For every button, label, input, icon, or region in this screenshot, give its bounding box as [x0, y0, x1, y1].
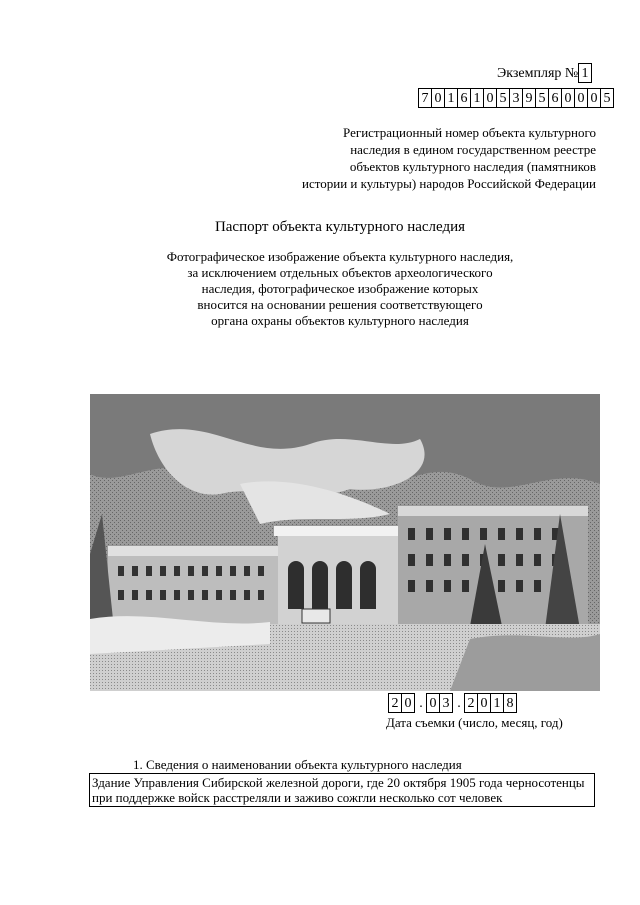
registration-caption-line: объектов культурного наследия (памятников	[349, 159, 596, 174]
date-year-digit: 8	[503, 693, 517, 713]
registration-caption-line: наследия в едином государственном реестре	[350, 142, 596, 157]
date-day-digit: 0	[401, 693, 415, 713]
reg-digit: 0	[483, 88, 497, 108]
reg-digit: 5	[535, 88, 549, 108]
date-month-digit: 3	[439, 693, 453, 713]
copy-number-box	[578, 63, 592, 83]
date-year-digit: 0	[477, 693, 491, 713]
photo-caption-line: за исключением отдельных объектов археологического	[187, 265, 493, 280]
copy-number-label: Экземпляр №	[497, 66, 579, 81]
date-day-digit: 2	[388, 693, 402, 713]
building-photograph	[90, 394, 600, 691]
reg-digit: 1	[444, 88, 458, 108]
reg-digit: 0	[431, 88, 445, 108]
registration-caption-line: истории и культуры) народов Российской Федерации	[302, 176, 596, 191]
reg-digit: 0	[574, 88, 588, 108]
photo-caption-line: наследия, фотографическое изображение которых	[201, 281, 479, 296]
object-name-line: при поддержке войск расстреляли и заживо сожгли несколько сот человек	[92, 790, 503, 805]
registration-caption	[256, 124, 596, 192]
reg-digit: 7	[418, 88, 432, 108]
photo-date-label: Дата съемки (число, месяц, год)	[386, 715, 563, 730]
photo-caption-line: вносится на основании решения соответствующего	[197, 297, 483, 312]
reg-digit: 0	[561, 88, 575, 108]
date-separator: .	[419, 696, 423, 711]
reg-digit: 9	[522, 88, 536, 108]
object-name-line: Здание Управления Сибирской железной дороги, где 20 октября 1905 года черносотенцы	[92, 775, 585, 790]
reg-digit: 5	[496, 88, 510, 108]
photo-caption-line: Фотографическое изображение объекта культурного наследия,	[166, 249, 514, 264]
registration-caption-line: Регистрационный номер объекта культурного	[343, 125, 596, 140]
page-title: Паспорт объекта культурного наследия	[214, 219, 466, 235]
date-year-digit: 2	[464, 693, 478, 713]
reg-digit: 3	[509, 88, 523, 108]
reg-digit: 0	[587, 88, 601, 108]
reg-digit: 6	[548, 88, 562, 108]
copy-number-digit: 1	[578, 63, 592, 83]
photo-date-cells	[388, 693, 517, 713]
reg-digit: 5	[600, 88, 614, 108]
photo-caption	[130, 249, 550, 329]
date-year-digit: 1	[490, 693, 504, 713]
registration-number-cells	[418, 88, 614, 108]
date-month-digit: 0	[426, 693, 440, 713]
photo-caption-line: органа охраны объектов культурного наследия	[211, 313, 469, 328]
reg-digit: 1	[470, 88, 484, 108]
section-heading: 1. Сведения о наименовании объекта культурного наследия	[133, 757, 462, 772]
reg-digit: 6	[457, 88, 471, 108]
date-separator: .	[457, 696, 461, 711]
object-name-field	[89, 773, 595, 807]
